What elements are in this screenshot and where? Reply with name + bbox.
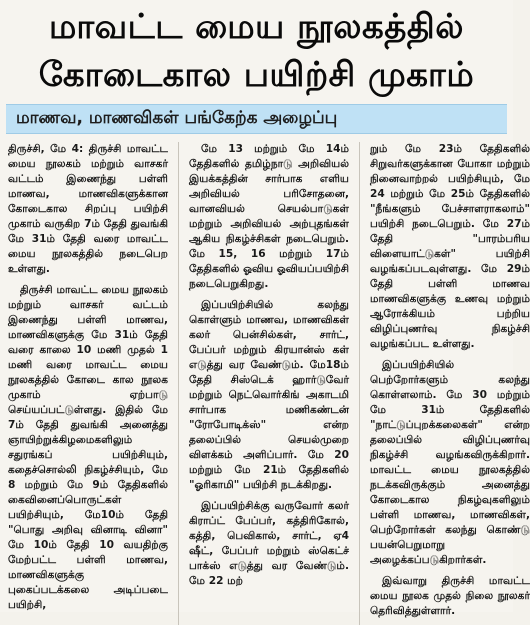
dateline: திருச்சி, மே 4:: [8, 143, 84, 155]
column-2: [189, 142, 349, 625]
column-divider: [178, 142, 179, 625]
paragraph: [8, 142, 168, 277]
article-body: [0, 134, 530, 625]
headline-line-2: கோடைகால பயிற்சி முகாம்: [38, 55, 475, 95]
paragraph: இப்பயிற்சிக்கு வருவோர் கலர் கிராப்ட் பேப்பர், கத்திரிகோல், கத்தி, பெவிகால், சார்ட், ஏ4 ஷீட், பேப்பர் மற்றும் ஸ்கெட்ச் பாக்ஸ் எடுத்து வர வேண்டும். மே 22 மற்: [189, 500, 349, 587]
paragraph-text: திருச்சி மாவட்ட மைய நூலகம் மற்றும் வாசகர் வட்டம் இணைந்து பள்ளி மாணவ, மாணவிகளுக்கான கோடைகால சிறப்பு பயிற்சி முகாம் வருகிற 7ம் தேதி துவங்கி மே 31ம் தேதி வரை மாவட்ட மைய நூலகத்தில் நடைபெற உள்ளது.: [8, 143, 168, 275]
paragraph: இவ்வாறு திருச்சி மாவட்ட மைய நூலக முதல் நிலை நூலகர் தெரிவித்துள்ளார்.: [370, 575, 530, 617]
column-3: [370, 142, 530, 625]
paragraph: திருச்சி மாவட்ட மைய நூலகம் மற்றும் வாசகர் வட்டம் இணைந்து பள்ளி மாணவ, மாணவிகளுக்கு மே 31ம் தேதி வரை காலை 10 மணி முதல் 1 மணி வரை மாவட்ட மைய நூலகத்தில் கோடை கால நூலக முகாம் ஏற்பாடு செய்யப்பட்டுள்ளது. இதில் மே 7ம் தேதி துவங்கி அனைத்து ஞாயிற்றுக்கிழமைகளிலும் சதுரங்கப் பயிற்சியும், கதைச்சொல்லி நிகழ்ச்சியும், மே 8 மற்றும் மே 9ம் தேதிகளில் கைவினைப்பொருட்கள் பயிற்சியும், மே10ம் தேதி "பொது அறிவு வினாடி வினா" மே 10ம் தேதி 10 வயதிற்கு மேற்பட்ட பள்ளி மாணவ, மாணவிகளுக்கு புகைப்படக்கலை அடிப்படை பயிற்சி,: [8, 284, 168, 611]
paragraph: இப்பயிற்சியில் கலந்து கொள்ளும் மாணவ, மாணவிகள் கலர் பென்சில்கள், சார்ட், பேப்பர் மற்றும் கிரயான்ஸ் கள் எடுத்து வர வேண்டும். மே18ம் தேதி சிஸ்டெக் ஹார்டுவேர் மற்றும் நெட்வொர்கிங் அகாடமி சார்பாக மணிகண்டன் "ரோபோடிக்ஸ்" என்ற தலைப்பில் செயல்முறை விளக்கம் அளிப்பார். மே 20 மற்றும் மே 21ம் தேதிகளில் "ஓரிகாமி" பயிற்சி நடக்கிறது.: [189, 299, 349, 491]
paragraph: இப்பயிற்சியில் பெற்றோர்களும் கலந்து கொள்ளலாம். மே 30 மற்றும் மே 31ம் தேதிகளில் "நாட்டுப்புறக்கலைகள்" என்ற தலைப்பில் விழிப்புணர்வு நிகழ்ச்சி வழங்கவிருக்கிறார். மாவட்ட மைய நூலகத்தில் நடக்கவிருக்கும் அனைத்து கோடைகால நிகழ்வுகளிலும் பள்ளி மாணவ, மாணவிகள், பெற்றோர்கள் கலந்து கொண்டு பயன்பெறுமாறு அழைக்கப்படுகிறார்கள்.: [370, 359, 530, 566]
subheadline: மாணவ, மாணவிகள் பங்கேற்க அழைப்பு: [16, 108, 338, 128]
paragraph: மே 13 மற்றும் மே 14ம் தேதிகளில் தமிழ்நாடு அறிவியல் இயக்கத்தின் சார்பாக எளிய அறிவியல் பரிசோதனை, வானவியல் செயல்பாடுகள் மற்றும் அறிவியல் அற்புதங்கள் ஆகிய நிகழ்ச்சிகள் நடைபெறும். மே 15, 16 மற்றும் 17ம் தேதிகளில் ஓவிய ஓவியப்பயிற்சி நடைபெறுகிறது.: [189, 143, 349, 290]
column-divider: [359, 142, 360, 625]
headline-line-1: மாவட்ட மைய நூலகத்தில்: [48, 7, 465, 47]
subheadline-banner: [6, 104, 507, 134]
column-1: [8, 142, 168, 625]
paragraph: றும் மே 23ம் தேதிகளில் சிறுவர்களுக்கான யோகா மற்றும் நினைவாற்றல் பயிற்சியும், மே 24 மற்றும் மே 25ம் தேதிகளில் "நீங்களும் பேச்சாளராகலாம்" பயிற்சி நடைபெறும். மே 27ம் தேதி "பாரம்பரிய விளையாட்டுகள்" பயிற்சி வழங்கப்படவுள்ளது. மே 29ம் தேதி பள்ளி மாணவ மாணவிகளுக்கு உணவு மற்றும் ஆரோக்கியம் பற்றிய விழிப்புணர்வு நிகழ்ச்சி வழங்கப்பட உள்ளது.: [370, 143, 530, 350]
